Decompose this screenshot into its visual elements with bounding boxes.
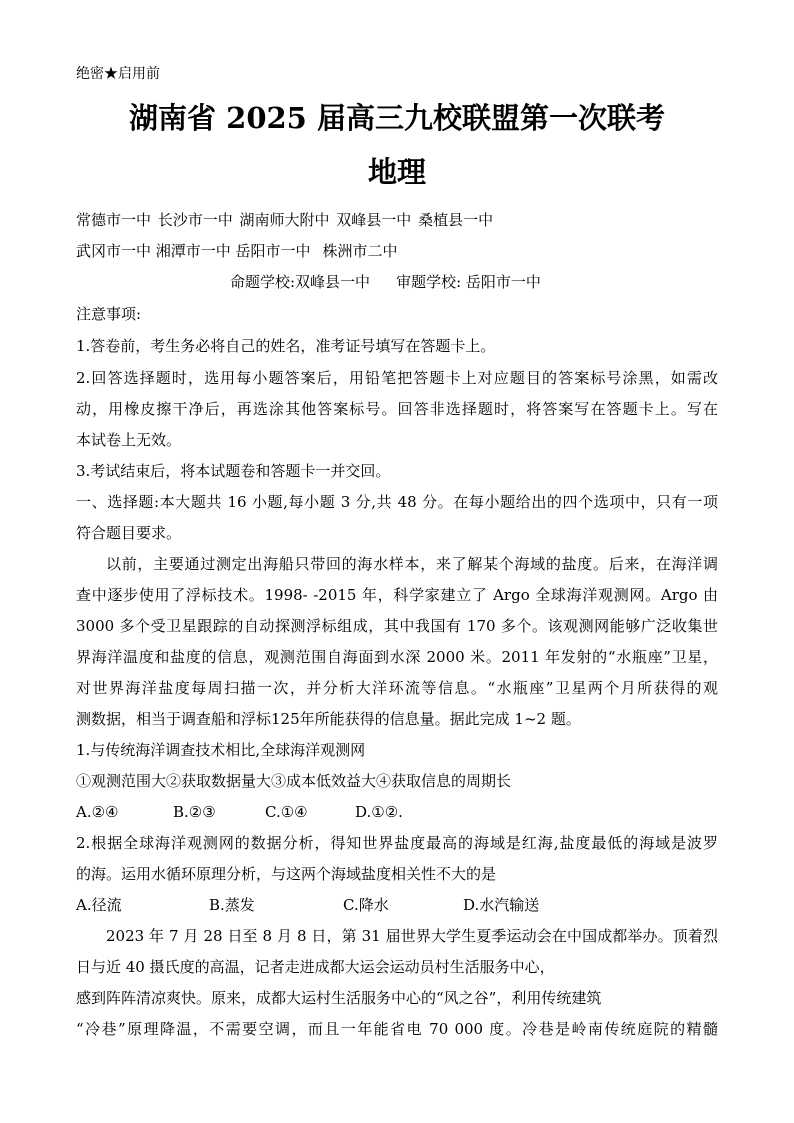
note-item-2-line-2: 动，用橡皮擦干净后，再选涂其他答案标号。回答非选择题时，将答案写在答题卡上。写在 [76,400,718,418]
question-1-options [76,802,403,822]
question-2-stem-line-1: 2.根据全球海洋观测网的数据分析，得知世界盐度最高的海域是红海,盐度最低的海域是波罗 [76,834,718,852]
passage-2-line-3: 感到阵阵清凉爽快。原来，成都大运村生活服务中心的“风之谷”，利用传统建筑 [76,989,602,1007]
passage-1-line-6: 测数据，相当于调查船和浮标125年所能获得的信息量。据此完成 1~2 题。 [76,710,581,728]
note-item-2-line-3: 本试卷上无效。 [76,431,182,449]
note-item-3: 3.考试结束后，将本试题卷和答题卡一并交回。 [76,462,391,480]
note-item-2-line-1: 2.回答选择题时，选用每小题答案后，用铅笔把答题卡上对应题目的答案标号涂黑，如需改 [76,369,718,387]
alliance-schools-line-2a: 武冈市一中 湘潭市一中 岳阳市一中 [76,242,311,260]
question-1-stem: 1.与传统海洋调查技术相比,全球海洋观测网 [76,741,366,759]
section-1-intro-line-2: 符合题目要求。 [76,524,182,542]
exam-title: 湖南省 2025 届高三九校联盟第一次联考 [129,101,665,135]
question-1-option-b: B.②③ [173,803,216,821]
passage-2-line-2: 日与近 40 摄氏度的高温，记者走进成都大运会运动员村生活服务中心， [76,958,555,976]
question-2-option-b: B.蒸发 [209,896,255,914]
question-2-option-c: C.降水 [343,896,389,914]
notes-heading: 注意事项: [76,305,142,323]
subject-title: 地理 [367,155,426,189]
reviewer-school: 审题学校: 岳阳市一中 [396,273,541,291]
question-1-option-d: D.①②. [355,803,403,821]
passage-1-line-4: 界海洋温度和盐度的信息，观测范围自海面到水深 2000 米。2011 年发射的“水瓶座”卫星， [76,648,718,666]
alliance-schools-line-2 [76,241,398,261]
alliance-schools-line-1: 常德市一中 长沙市一中 湖南师大附中 双峰县一中 桑植县一中 [76,211,494,229]
section-1-intro-line-1: 一、选择题:本大题共 16 小题,每小题 3 分,共 48 分。在每小题给出的四个选项中，只有一项 [76,493,718,511]
question-2-options [76,895,539,915]
setter-school: 命题学校:双峰县一中 [230,273,371,291]
passage-2-line-4: “冷巷”原理降温，不需要空调，而且一年能省电 70 000 度。冷巷是岭南传统庭院的精髓 [76,1020,718,1038]
setting-schools [230,272,541,292]
passage-1-line-1: 以前，主要通过测定出海船只带回的海水样本，来了解某个海域的盐度。后来，在海洋调 [106,555,718,573]
alliance-schools-line-2b: 株洲市二中 [322,242,398,260]
question-2-option-a: A.径流 [76,896,122,914]
passage-1-line-5: 对世界海洋盐度每周扫描一次，并分析大洋环流等信息。“水瓶座”卫星两个月所获得的观 [76,679,718,697]
note-item-1: 1.答卷前，考生务必将自己的姓名，准考证号填写在答题卡上。 [76,337,496,355]
question-2-stem-line-2: 的海。运用水循环原理分析，与这两个海域盐度相关性不大的是 [76,865,497,883]
question-2-option-d: D.水汽输送 [463,896,540,914]
passage-1-line-2: 查中逐步使用了浮标技术。1998- -2015 年，科学家建立了 Argo 全球海洋观测网。Argo 由 [76,586,718,604]
passage-1-line-3: 3000 多个受卫星跟踪的自动探测浮标组成，其中我国有 170 多个。该观测网能够广泛收集世 [76,617,718,635]
confidential-label: 绝密★启用前 [76,66,160,82]
question-1-option-c: C.①④ [265,803,308,821]
question-1-option-a: A.②④ [76,803,119,821]
question-1-statements: ①观测范围大②获取数据量大③成本低效益大④获取信息的周期长 [76,772,512,790]
passage-2-line-1: 2023 年 7 月 28 日至 8 月 8 日，第 31 届世界大学生夏季运动会在中国成都举办。顶着烈 [106,927,718,945]
